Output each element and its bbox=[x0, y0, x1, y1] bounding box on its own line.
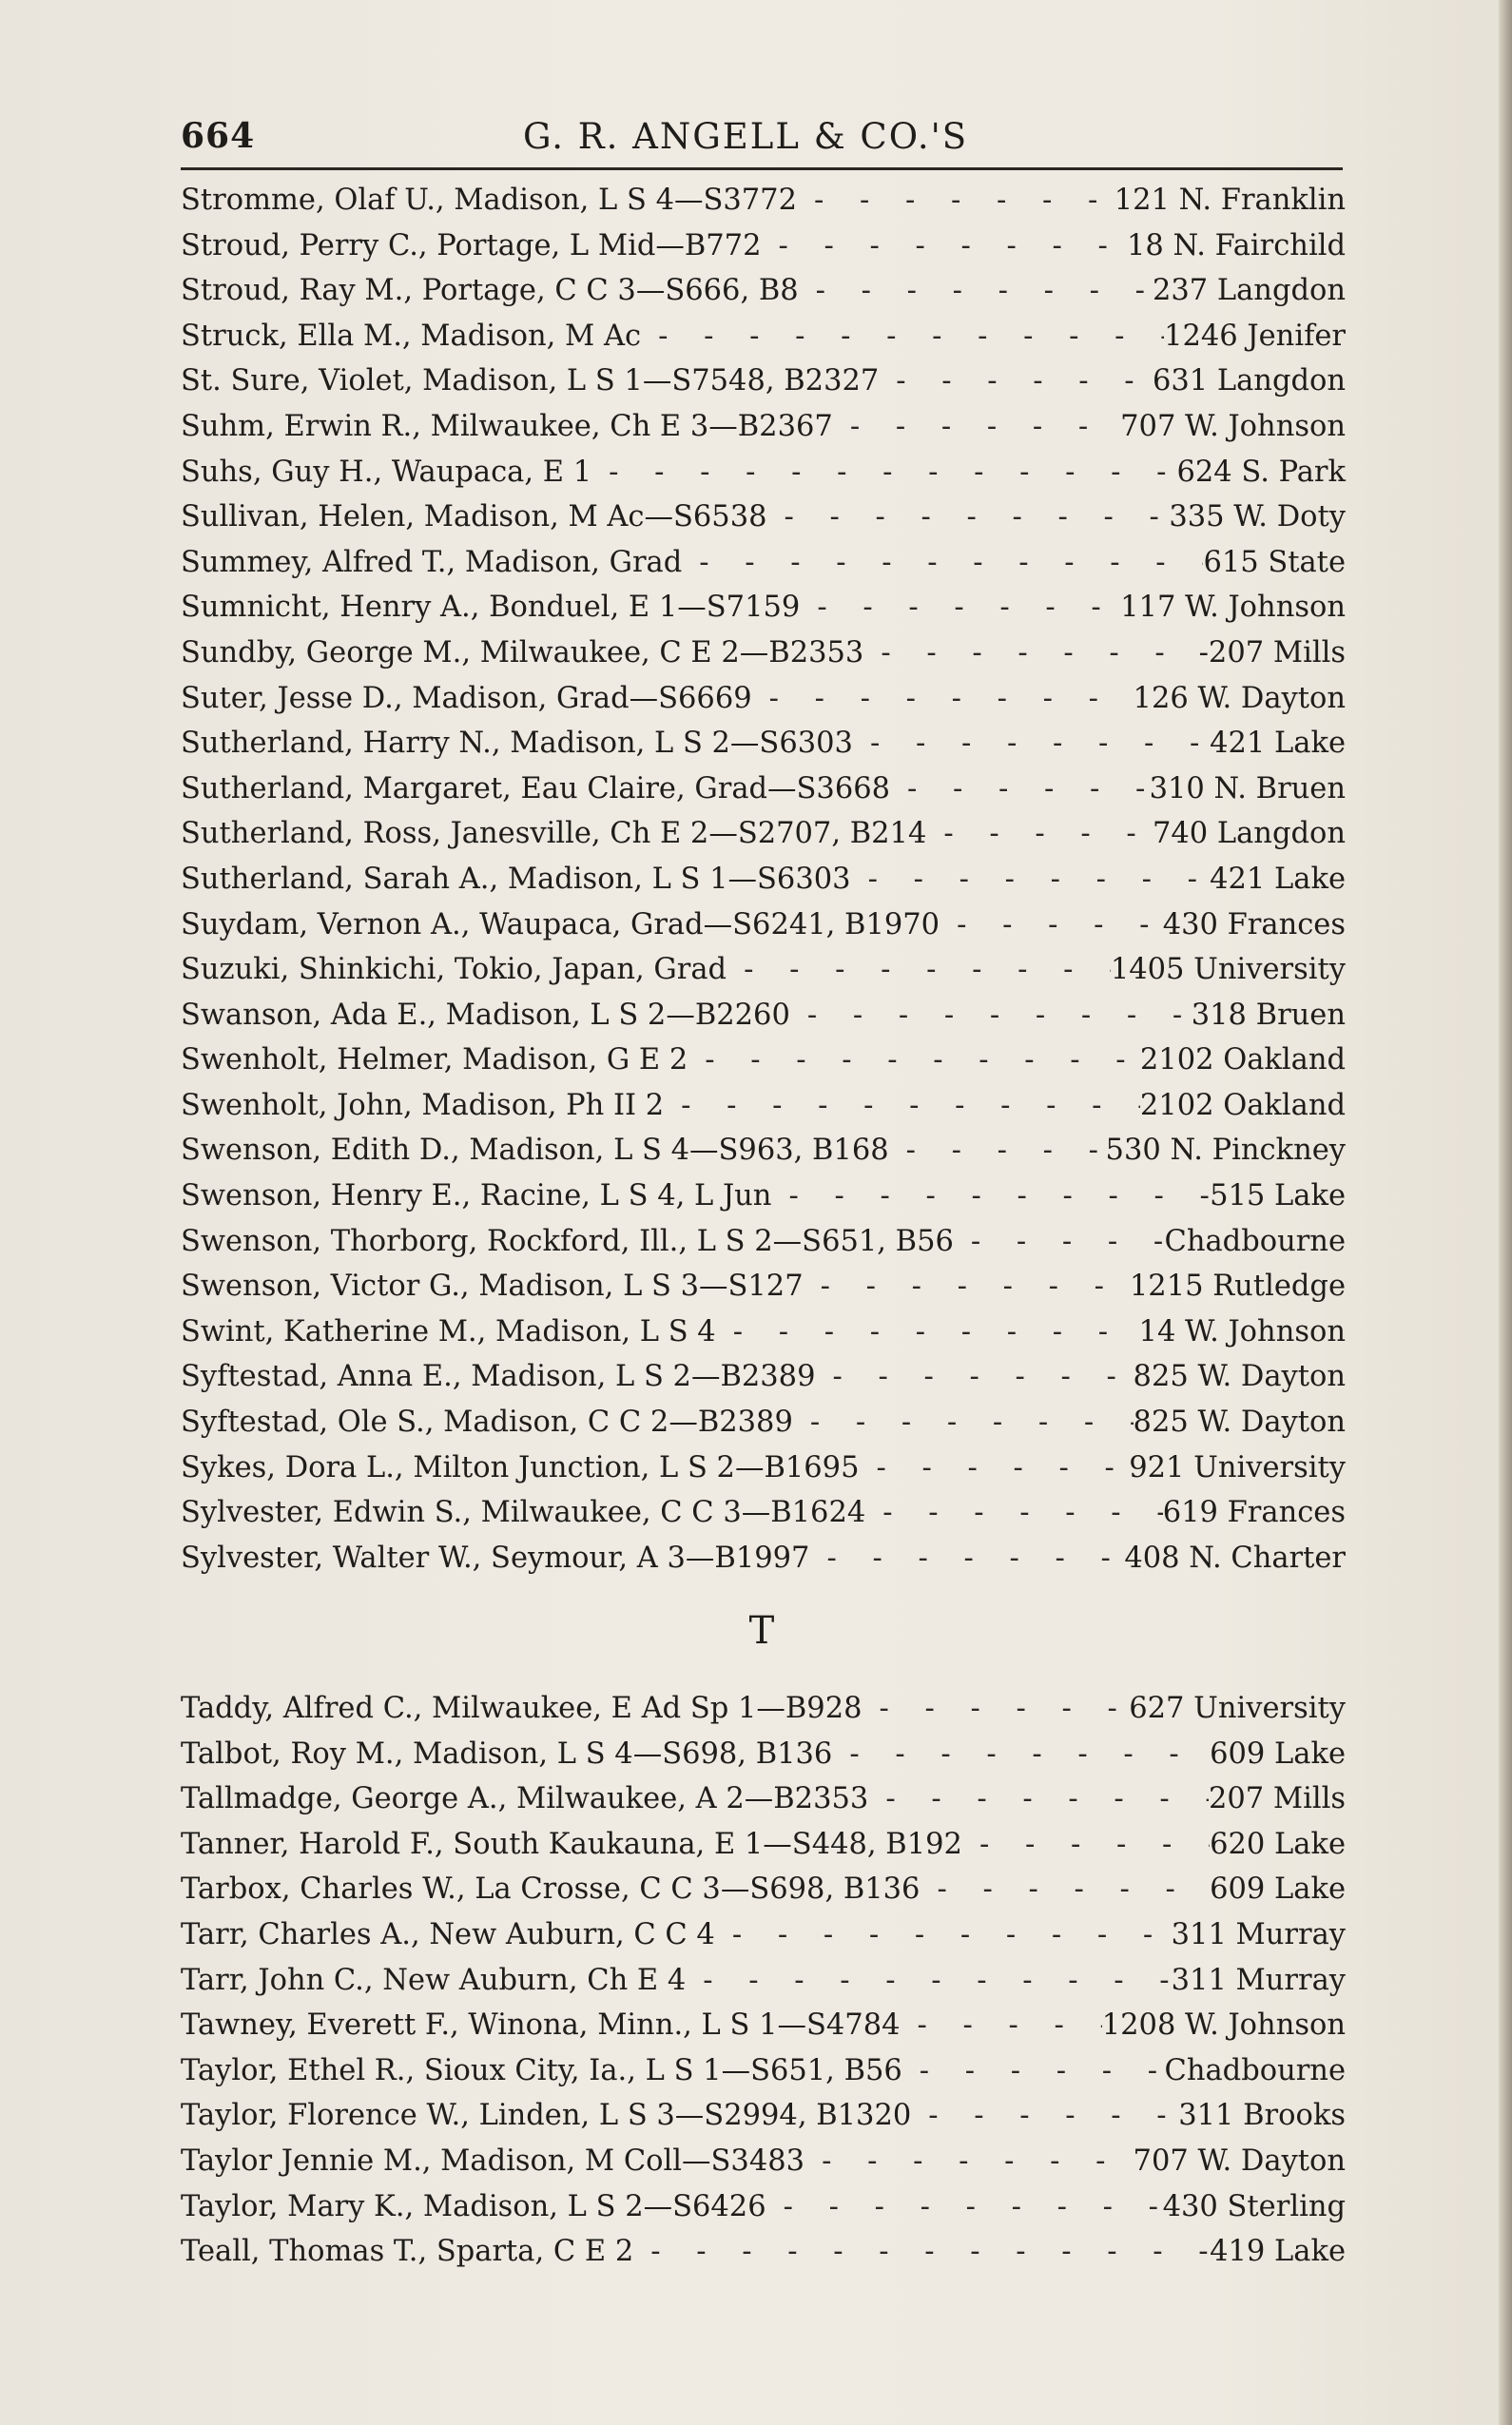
entry-address: 421 Lake bbox=[1210, 862, 1346, 896]
entry-name: Swenson, Edith D., Madison, L S 4—S963, B168 bbox=[181, 1134, 889, 1168]
entry-name: Sylvester, Edwin S., Milwaukee, C C 3—B1624 bbox=[181, 1496, 866, 1530]
entry-address: 609 Lake bbox=[1210, 1736, 1346, 1771]
entry-name: Syftestad, Anna E., Madison, L S 2—B2389 bbox=[181, 1360, 816, 1394]
entry-address: 126 W. Dayton bbox=[1133, 681, 1346, 715]
directory-entry bbox=[181, 1225, 1346, 1271]
entry-name: Struck, Ella M., Madison, M Ac bbox=[181, 319, 642, 353]
entry-address: 1215 Rutledge bbox=[1129, 1270, 1346, 1304]
directory-entry bbox=[181, 1179, 1346, 1225]
entry-address: 825 W. Dayton bbox=[1133, 1406, 1346, 1440]
dot-leader bbox=[863, 636, 1198, 669]
dot-leader bbox=[940, 908, 1163, 941]
entry-name: St. Sure, Violet, Madison, L S 1—S7548, B2327 bbox=[181, 364, 880, 398]
entry-address: 408 N. Charter bbox=[1124, 1541, 1346, 1575]
dot-leader bbox=[902, 2054, 1165, 2087]
entry-address: Chadbourne bbox=[1164, 1224, 1346, 1258]
dot-leader bbox=[816, 1360, 1134, 1393]
dot-leader bbox=[804, 2144, 1133, 2178]
entry-address: 515 Lake bbox=[1210, 1179, 1346, 1213]
directory-entry bbox=[181, 2054, 1346, 2100]
entry-address: 1208 W. Johnson bbox=[1101, 2008, 1346, 2043]
entry-address: 627 University bbox=[1129, 1692, 1346, 1725]
directory-entry bbox=[181, 1089, 1346, 1135]
directory-entry bbox=[181, 2144, 1346, 2190]
dot-leader bbox=[633, 2235, 1210, 2268]
entry-name: Sumnicht, Henry A., Bonduel, E 1—S7159 bbox=[181, 591, 801, 625]
directory-entry bbox=[181, 1134, 1346, 1179]
directory-entry bbox=[181, 1270, 1346, 1315]
dot-leader bbox=[804, 1270, 1130, 1303]
dot-leader bbox=[715, 1918, 1172, 1951]
entry-name: Sutherland, Harry N., Madison, L S 2—S6303 bbox=[181, 727, 853, 761]
entry-name: Teall, Thomas T., Sparta, C E 2 bbox=[181, 2235, 634, 2269]
dot-leader bbox=[901, 2008, 1102, 2042]
directory-entry bbox=[181, 2190, 1346, 2236]
dot-leader bbox=[809, 1542, 1124, 1575]
entry-name: Summey, Alfred T., Madison, Grad bbox=[181, 545, 683, 579]
entry-name: Swenson, Thorborg, Rockford, Ill., L S 2—S651, B56 bbox=[181, 1224, 954, 1258]
entry-address: 620 Lake bbox=[1210, 1827, 1346, 1861]
dot-leader bbox=[799, 274, 1153, 307]
entry-name: Tawney, Everett F., Winona, Minn., L S 1—S4784 bbox=[181, 2008, 901, 2043]
dot-leader bbox=[686, 1964, 1171, 1997]
entry-address: 609 Lake bbox=[1210, 1872, 1346, 1907]
entry-address: 707 W. Johnson bbox=[1120, 409, 1346, 443]
header-rule bbox=[181, 167, 1343, 170]
entry-address: 1246 Jenifer bbox=[1164, 319, 1346, 353]
entry-name: Taylor, Florence W., Linden, L S 3—S2994, B1320 bbox=[181, 2099, 912, 2133]
entry-name: Taylor, Mary K., Madison, L S 2—S6426 bbox=[181, 2189, 766, 2223]
dot-leader bbox=[682, 546, 1203, 579]
dot-leader bbox=[863, 1692, 1130, 1725]
directory-entry bbox=[181, 1872, 1346, 1918]
entry-name: Stroud, Perry C., Portage, L Mid—B772 bbox=[181, 228, 762, 262]
directory-entry bbox=[181, 1451, 1346, 1497]
entry-address: 2102 Oakland bbox=[1139, 1043, 1346, 1077]
dot-leader bbox=[688, 1043, 1140, 1077]
entry-address: 311 Brooks bbox=[1178, 2099, 1346, 2133]
entry-name: Stroud, Ray M., Portage, C C 3—S666, B8 bbox=[181, 274, 799, 308]
running-title: G. R. ANGELL & CO.'S bbox=[523, 116, 969, 157]
dot-leader bbox=[591, 456, 1176, 489]
directory-entry bbox=[181, 1918, 1346, 1964]
directory-entry bbox=[181, 500, 1346, 546]
dot-leader bbox=[833, 410, 1120, 443]
entry-name: Swenholt, John, Madison, Ph II 2 bbox=[181, 1088, 665, 1122]
directory-entry bbox=[181, 410, 1346, 456]
entry-address: 421 Lake bbox=[1210, 727, 1346, 761]
directory-entry bbox=[181, 727, 1346, 772]
entry-address: 311 Murray bbox=[1171, 1917, 1346, 1951]
entry-name: Swanson, Ada E., Madison, L S 2—B2260 bbox=[181, 998, 790, 1032]
dot-leader bbox=[860, 1451, 1130, 1484]
dot-leader bbox=[771, 1179, 1210, 1212]
dot-leader bbox=[879, 364, 1153, 398]
entry-name: Swenholt, Helmer, Madison, G E 2 bbox=[181, 1043, 688, 1077]
directory-entry bbox=[181, 682, 1346, 728]
directory-entry bbox=[181, 184, 1346, 229]
directory-entry bbox=[181, 1315, 1346, 1361]
dot-leader bbox=[889, 1134, 1106, 1167]
page-edge-shadow bbox=[1499, 0, 1512, 2425]
entry-address: 921 University bbox=[1129, 1450, 1346, 1484]
entry-name: Tarr, John C., New Auburn, Ch E 4 bbox=[181, 1963, 687, 1997]
entry-address: 1405 University bbox=[1110, 953, 1346, 987]
entry-address: 335 W. Doty bbox=[1169, 500, 1346, 534]
entry-address: 117 W. Johnson bbox=[1120, 591, 1346, 625]
dot-leader bbox=[890, 772, 1150, 805]
entry-address: 707 W. Dayton bbox=[1133, 2144, 1346, 2178]
entry-name: Sykes, Dora L., Milton Junction, L S 2—B1695 bbox=[181, 1450, 860, 1484]
entry-address: 430 Frances bbox=[1162, 907, 1346, 941]
directory-entry bbox=[181, 2099, 1346, 2144]
entry-name: Taylor Jennie M., Madison, M Coll—S3483 bbox=[181, 2144, 805, 2178]
dot-leader bbox=[832, 1737, 1210, 1771]
entry-address: 740 Langdon bbox=[1152, 817, 1346, 851]
entry-address: 624 S. Park bbox=[1176, 455, 1346, 489]
directory-entry bbox=[181, 1964, 1346, 2009]
dot-leader bbox=[716, 1315, 1139, 1348]
entry-address: 2102 Oakland bbox=[1139, 1088, 1346, 1122]
entry-name: Tarr, Charles A., New Auburn, C C 4 bbox=[181, 1917, 715, 1951]
dot-leader bbox=[926, 817, 1153, 850]
directory-entry bbox=[181, 953, 1346, 999]
directory-entry bbox=[181, 546, 1346, 592]
dot-leader bbox=[851, 863, 1211, 896]
dot-leader bbox=[800, 591, 1120, 624]
entry-name: Swenson, Victor G., Madison, L S 3—S127 bbox=[181, 1270, 804, 1304]
directory-entry bbox=[181, 1692, 1346, 1737]
dot-leader bbox=[865, 1496, 1162, 1529]
entry-address: 430 Sterling bbox=[1162, 2189, 1346, 2223]
directory-entry bbox=[181, 320, 1346, 365]
directory-entry bbox=[181, 2008, 1346, 2054]
dot-leader bbox=[793, 1406, 1134, 1439]
entry-name: Swint, Katherine M., Madison, L S 4 bbox=[181, 1314, 716, 1348]
entry-name: Tarbox, Charles W., La Crosse, C C 3—S698, B136 bbox=[181, 1872, 921, 1907]
directory-entry bbox=[181, 1828, 1346, 1873]
entry-name: Suzuki, Shinkichi, Tokio, Japan, Grad bbox=[181, 953, 727, 987]
entry-name: Taylor, Ethel R., Sioux City, Ia., L S 1—S651, B56 bbox=[181, 2053, 902, 2087]
entry-address: 18 N. Fairchild bbox=[1126, 228, 1346, 262]
entry-name: Suhs, Guy H., Waupaca, E 1 bbox=[181, 455, 592, 489]
entry-address: 310 N. Bruen bbox=[1149, 771, 1346, 805]
dot-leader bbox=[911, 2099, 1178, 2132]
dot-leader bbox=[762, 229, 1127, 262]
directory-entry bbox=[181, 1542, 1346, 1587]
entry-name: Talbot, Roy M., Madison, L S 4—S698, B136 bbox=[181, 1736, 833, 1771]
page-header bbox=[181, 112, 1343, 169]
directory-entry bbox=[181, 456, 1346, 501]
directory-entry bbox=[181, 863, 1346, 908]
dot-leader bbox=[727, 953, 1111, 986]
entry-name: Tanner, Harold F., South Kaukauna, E 1—S448, B192 bbox=[181, 1827, 962, 1861]
entry-address: 318 Bruen bbox=[1191, 998, 1346, 1032]
entry-name: Sullivan, Helen, Madison, M Ac—S6538 bbox=[181, 500, 767, 534]
entry-address: 419 Lake bbox=[1210, 2235, 1346, 2269]
entry-name: Suydam, Vernon A., Waupaca, Grad—S6241, B1970 bbox=[181, 907, 940, 941]
entry-address: 631 Langdon bbox=[1152, 364, 1346, 398]
entry-address: 14 W. Johnson bbox=[1138, 1314, 1346, 1348]
entry-address: Chadbourne bbox=[1164, 2053, 1346, 2087]
dot-leader bbox=[767, 500, 1170, 534]
directory-entry bbox=[181, 2235, 1346, 2280]
directory-entry bbox=[181, 772, 1346, 818]
section-letter: T bbox=[748, 1609, 775, 1653]
directory-entry bbox=[181, 1737, 1346, 1783]
entry-name: Tallmadge, George A., Milwaukee, A 2—B2353 bbox=[181, 1782, 869, 1816]
dot-leader bbox=[790, 999, 1192, 1032]
directory-entry bbox=[181, 817, 1346, 863]
entry-name: Sutherland, Ross, Janesville, Ch E 2—S2707, B214 bbox=[181, 817, 927, 851]
entry-name: Suhm, Erwin R., Milwaukee, Ch E 3—B2367 bbox=[181, 409, 833, 443]
entry-address: 615 State bbox=[1203, 545, 1346, 579]
directory-entry bbox=[181, 1406, 1346, 1451]
dot-leader bbox=[797, 184, 1115, 217]
dot-leader bbox=[868, 1782, 1209, 1815]
entry-name: Swenson, Henry E., Racine, L S 4, L Jun bbox=[181, 1179, 772, 1213]
entry-address: 121 N. Franklin bbox=[1114, 184, 1346, 217]
entry-address: -207 Mills bbox=[1198, 635, 1346, 669]
dot-leader bbox=[954, 1225, 1165, 1258]
directory-list-s bbox=[181, 184, 1346, 1586]
entry-name: Sundby, George M., Milwaukee, C E 2—B2353 bbox=[181, 635, 864, 669]
entry-name: Syftestad, Ole S., Madison, C C 2—B2389 bbox=[181, 1406, 793, 1440]
dot-leader bbox=[766, 2190, 1163, 2223]
entry-name: Suter, Jesse D., Madison, Grad—S6669 bbox=[181, 681, 752, 715]
directory-entry bbox=[181, 364, 1346, 410]
dot-leader bbox=[962, 1828, 1210, 1861]
dot-leader bbox=[641, 320, 1164, 353]
directory-entry bbox=[181, 908, 1346, 954]
directory-entry bbox=[181, 229, 1346, 275]
directory-list-t bbox=[181, 1692, 1346, 2280]
entry-name: Taddy, Alfred C., Milwaukee, E Ad Sp 1—B928 bbox=[181, 1692, 863, 1725]
directory-entry bbox=[181, 274, 1346, 320]
page-number: 664 bbox=[181, 116, 256, 156]
directory-entry bbox=[181, 636, 1346, 682]
directory-entry bbox=[181, 591, 1346, 636]
dot-leader bbox=[752, 682, 1134, 715]
entry-name: Sutherland, Margaret, Eau Claire, Grad—S3668 bbox=[181, 771, 891, 805]
directory-entry bbox=[181, 999, 1346, 1044]
entry-address: 311 Murray bbox=[1171, 1963, 1346, 1997]
dot-leader bbox=[853, 727, 1210, 760]
entry-address: 530 N. Pinckney bbox=[1105, 1134, 1346, 1168]
entry-name: Sylvester, Walter W., Seymour, A 3—B1997 bbox=[181, 1541, 810, 1575]
directory-entry bbox=[181, 1782, 1346, 1828]
entry-name: Stromme, Olaf U., Madison, L S 4—S3772 bbox=[181, 184, 797, 217]
dot-leader bbox=[664, 1089, 1140, 1122]
entry-address: 207 Mills bbox=[1208, 1782, 1346, 1816]
directory-entry bbox=[181, 1360, 1346, 1406]
entry-address: 237 Langdon bbox=[1152, 274, 1346, 308]
entry-name: Sutherland, Sarah A., Madison, L S 1—S6303 bbox=[181, 862, 851, 896]
dot-leader bbox=[920, 1872, 1210, 1906]
entry-address: 825 W. Dayton bbox=[1133, 1360, 1346, 1394]
entry-address: 619 Frances bbox=[1162, 1496, 1346, 1530]
directory-entry bbox=[181, 1496, 1346, 1542]
directory-entry bbox=[181, 1043, 1346, 1089]
